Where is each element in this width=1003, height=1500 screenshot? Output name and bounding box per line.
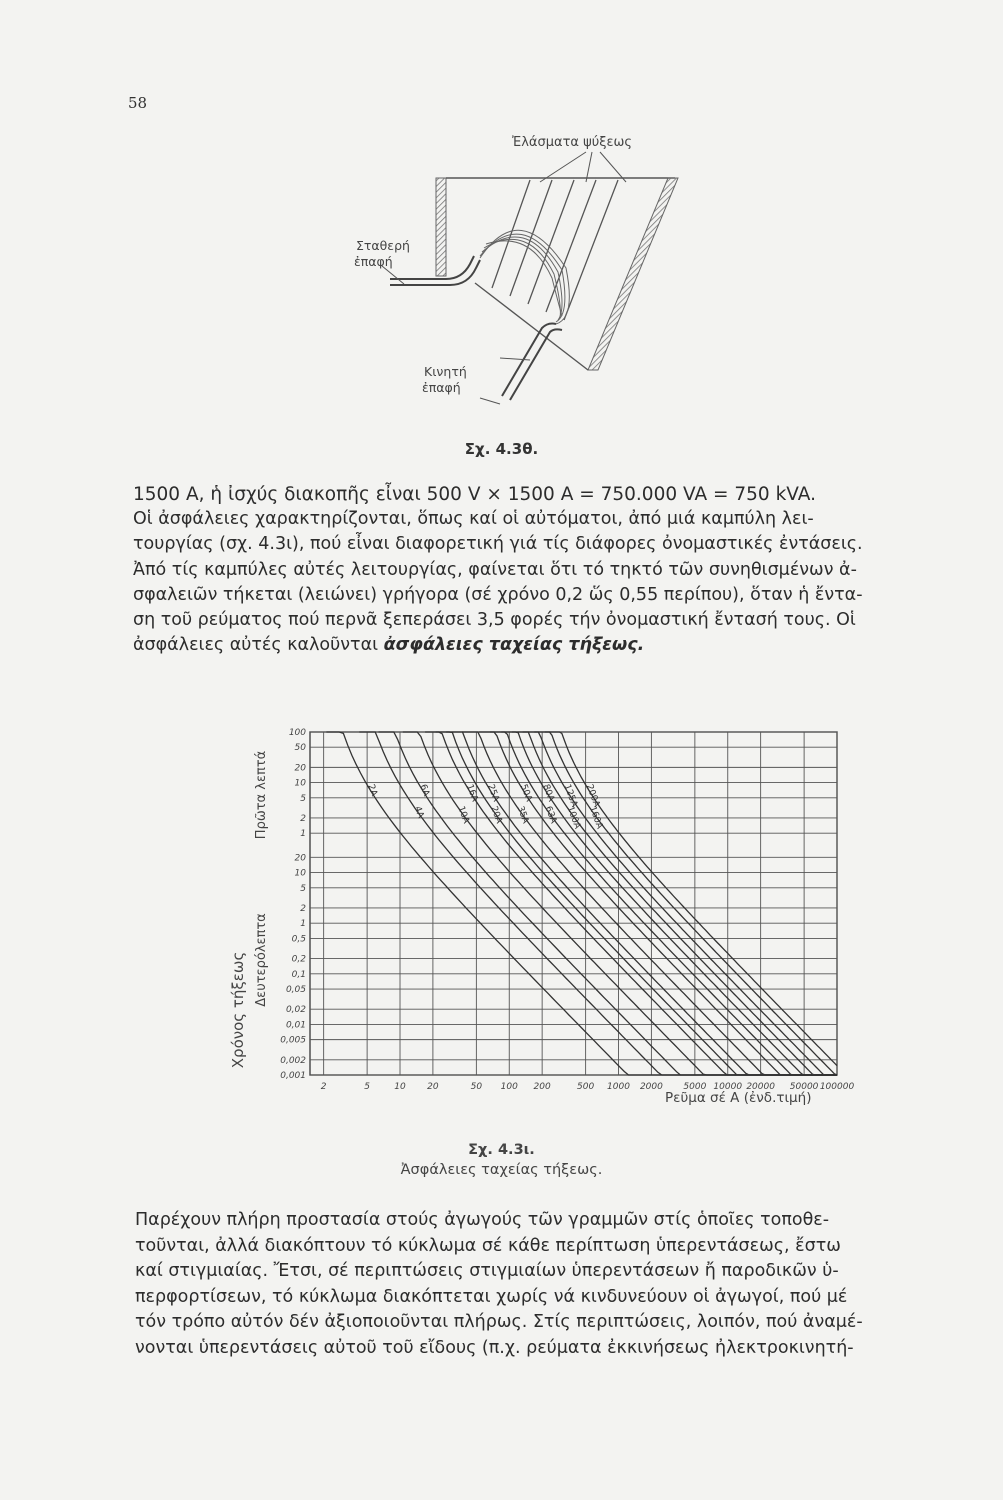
curve-label: 160A	[586, 805, 605, 831]
text-line: τουργίας (σχ. 4.3ι), πού εἶναι διαφορετική γιά τίς διάφορες ὀνομαστικές ἐντάσεις.	[133, 534, 863, 555]
curve-label: 16A	[464, 783, 480, 804]
curve-label: 200A	[583, 783, 602, 809]
text-line: ση τοῦ ρεύματος πού περνᾶ ξεπεράσει 3,5 φορές τήν ὀνομαστική ἔντασή τους. Οἱ	[133, 610, 856, 631]
left-wall	[436, 178, 446, 276]
x-tick-label: 10	[394, 1082, 406, 1092]
text-line: περφορτίσεων, τό κύκλωμα διακόπτεται χωρίς νά κινδυνεύουν οἱ ἀγωγοί, πού μέ	[135, 1286, 848, 1307]
y-tick-label-seconds: 1	[300, 919, 306, 930]
x-tick-label: 20	[427, 1082, 439, 1092]
text-line: νονται ὑπερεντάσεις αὐτοῦ τοῦ εἴδους (π.χ. ρεύματα ἐκκινήσεως ἠλεκτροκινητή-	[135, 1337, 854, 1358]
fuse-curve-10a	[403, 732, 837, 1075]
x-tick-label: 100	[500, 1082, 518, 1092]
text-line: καί στιγμιαίας. Ἔτσι, σέ περιπτώσεις στιγμιαίων ὑπερεντάσεων ἤ παροδικῶν ὑ-	[135, 1261, 839, 1281]
x-axis-label: Ρεῦμα σέ A (ἐνδ.τιμή)	[665, 1090, 812, 1106]
fuse-curve-25a	[446, 732, 837, 1075]
x-tick-label: 10000	[713, 1082, 743, 1092]
y-tick-label-seconds: 0,01	[285, 1020, 306, 1031]
text-line: τοῦνται, ἀλλά διακόπτουν τό κύκλωμα σέ κάθε περίπτωση ὑπερεντάσεως, ἔστω	[135, 1235, 841, 1256]
paragraph-1	[133, 482, 863, 658]
moving-contact-label-2: ἐπαφή	[422, 380, 461, 395]
x-tick-label: 50000	[789, 1082, 819, 1092]
fuse-contact-diagram	[330, 128, 690, 428]
y-axis-label-seconds: Δευτερόλεπτα	[254, 913, 269, 1007]
right-wall	[588, 178, 678, 370]
text-line: Οἱ ἀσφάλειες χαρακτηρίζονται, ὅπως καί οἱ αὐτόματοι, ἀπό μιά καμπύλη λει-	[133, 509, 814, 530]
y-tick-label-minutes: 1	[300, 829, 306, 840]
x-tick-label: 2000	[639, 1082, 663, 1092]
curve-label: 100A	[564, 805, 583, 831]
x-tick-label: 500	[577, 1082, 595, 1092]
figure-iota-number: Σχ. 4.3ι.	[468, 1142, 535, 1158]
y-tick-label-seconds: 0,001	[280, 1071, 306, 1081]
y-axis-label: Χρόνος τήξεως	[229, 951, 247, 1069]
y-tick-label-seconds: 0,5	[291, 934, 306, 945]
y-tick-label-seconds: 2	[300, 903, 306, 914]
y-tick-label-seconds: 20	[294, 853, 306, 864]
fuse-curve-200a	[542, 732, 837, 1066]
paragraph-2	[135, 1208, 955, 1361]
curve-label: 2A	[365, 783, 379, 798]
y-tick-label-seconds: 10	[294, 868, 306, 879]
y-tick-label-minutes: 20	[294, 763, 306, 774]
y-tick-label-minutes: 2	[300, 813, 306, 824]
emphasis-term: ἀσφάλειες ταχείας τήξεως.	[383, 635, 645, 656]
y-tick-label-seconds: 0,1	[291, 969, 306, 980]
text-line: Ἀπό τίς καμπύλες αὐτές λειτουργίας, φαίνεται ὅτι τό τηκτό τῶν συνηθισμένων ἀ-	[133, 559, 857, 580]
text-line: τόν τρόπο αὐτόν δέν ἀξιοποιοῦνται πλήρως. Στίς περιπτώσεις, λοιπόν, πού ἀναμέ-	[135, 1312, 863, 1332]
curve-label: 63A	[542, 805, 559, 825]
curve-label: 35A	[514, 805, 531, 825]
y-tick-label-seconds: 0,05	[285, 985, 306, 996]
text-line: σφαλειῶν τήκεται (λειώνει) γρήγορα (σέ χρόνο 0,2 ὥς 0,55 περίπου), ὅταν ἡ ἔντα-	[133, 584, 863, 605]
y-tick-label-minutes: 10	[294, 778, 306, 789]
y-tick-label-seconds: 5	[300, 883, 306, 894]
y-axis-label-minutes: Πρῶτα λεπτά	[254, 750, 269, 840]
x-tick-label: 50	[470, 1082, 483, 1092]
cooling-fins	[492, 180, 618, 320]
x-tick-label: 100000	[819, 1082, 855, 1092]
x-tick-label: 200	[533, 1082, 551, 1092]
fixed-contact-label: Σταθερή	[356, 238, 410, 253]
text-line: 1500 A, ἡ ἰσχύς διακοπῆς εἶναι 500 V × 1500 A = 750.000 VA = 750 kVA.	[133, 484, 816, 505]
curve-label: 50A	[518, 783, 534, 804]
x-tick-label: 1000	[607, 1082, 630, 1092]
y-tick-label-minutes: 5	[300, 793, 306, 804]
curve-label: 25A	[485, 783, 501, 804]
x-tick-label: 20000	[746, 1082, 775, 1092]
fixed-contact-label-2: ἐπαφή	[354, 254, 393, 269]
y-tick-label-minutes: 50	[294, 743, 306, 754]
text-line-last	[133, 633, 853, 658]
curve-label: 20A	[488, 805, 504, 825]
text-line: Παρέχουν πλήρη προστασία στούς ἀγωγούς τῶν γραμμῶν στίς ὁποῖες τοποθε-	[135, 1210, 830, 1230]
curve-label: 4A	[411, 805, 426, 820]
x-tick-label: 5	[364, 1082, 370, 1092]
figure-theta-caption: Σχ. 4.3θ.	[464, 440, 539, 458]
y-tick-label-seconds: 0,005	[280, 1035, 306, 1046]
fuse-time-current-chart	[225, 720, 865, 1112]
page-number: 58	[128, 94, 148, 112]
fuse-curve-16a	[425, 732, 837, 1075]
y-tick-label-seconds: 0,02	[285, 1005, 306, 1016]
curve-label: 6A	[417, 783, 431, 798]
curve-label: 80A	[540, 783, 556, 804]
y-tick-label-seconds: 0,2	[291, 954, 306, 965]
curve-label: 10A	[455, 805, 471, 825]
arc-lines	[480, 230, 569, 324]
fixed-contact	[390, 260, 480, 285]
x-tick-label: 5000	[683, 1082, 707, 1092]
y-tick-label-minutes: 100	[288, 728, 306, 738]
y-tick-label-seconds: 0,002	[280, 1055, 306, 1066]
fuse-curve-6a	[379, 732, 838, 1075]
text-line-start: ἀσφάλειες αὐτές καλοῦνται	[133, 635, 384, 656]
x-tick-label: 2	[320, 1082, 327, 1092]
fins-label: Ἐλάσματα ψύξεως	[512, 135, 633, 150]
curve-label: 125A	[561, 783, 579, 809]
moving-contact-label: Κινητή	[424, 364, 467, 379]
figure-iota-caption	[0, 1140, 1003, 1180]
figure-iota-text: Ἀσφάλειες ταχείας τήξεως.	[400, 1162, 603, 1178]
